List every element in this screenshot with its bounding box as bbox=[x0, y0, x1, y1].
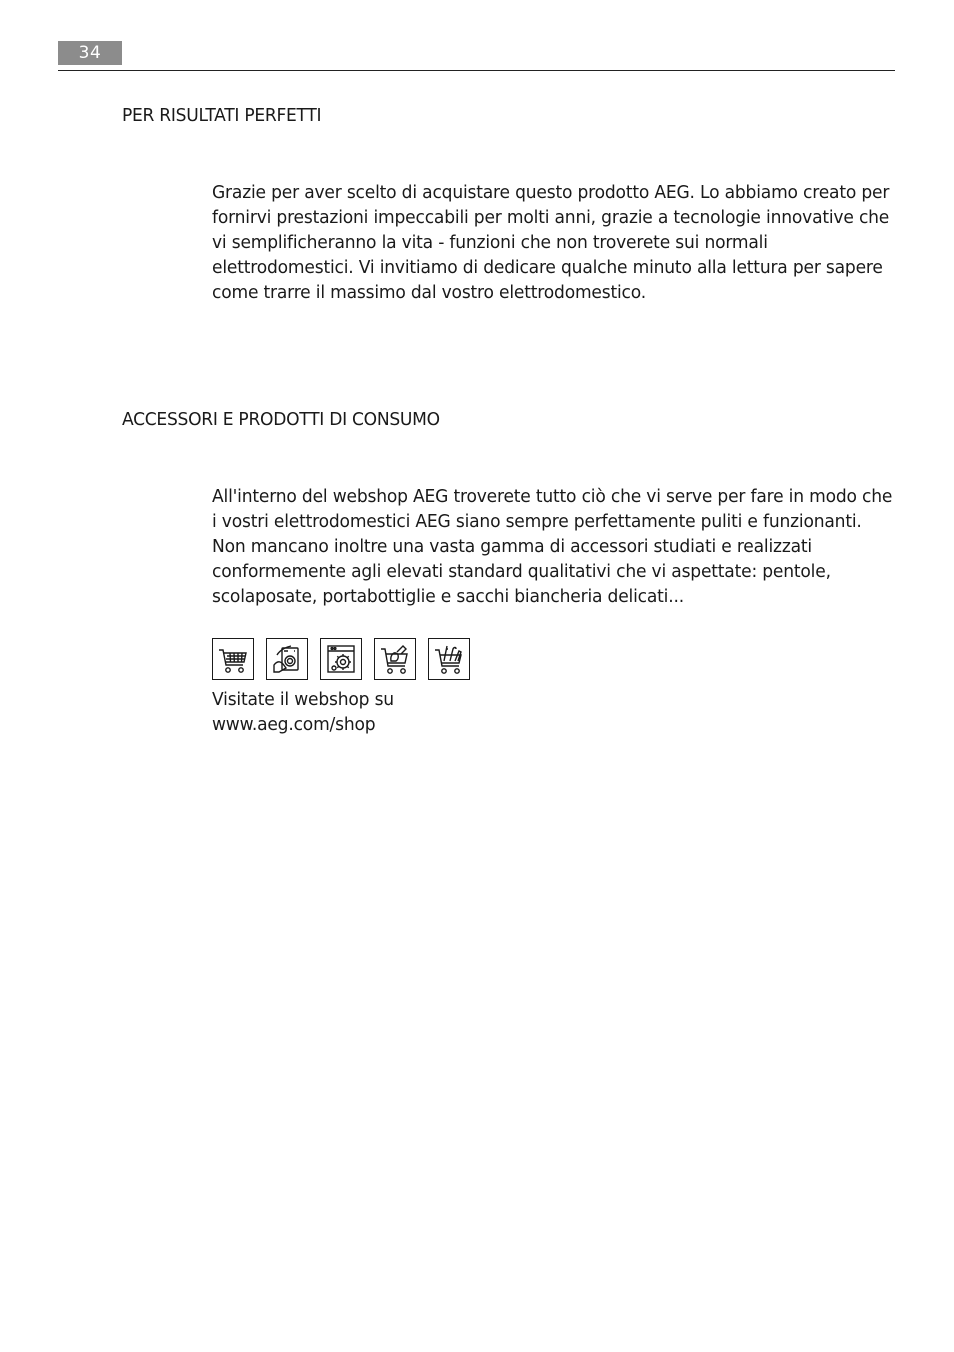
page-number: 34 bbox=[58, 41, 122, 65]
webshop-visit-text bbox=[212, 687, 394, 737]
paragraph-line: Non mancano inoltre una vasta gamma di accessori studiati e realizzati bbox=[212, 536, 812, 557]
paragraph-line: Grazie per aver scelto di acquistare questo prodotto AEG. Lo abbiamo creato per bbox=[212, 182, 890, 203]
paragraph-line: elettrodomestici. Vi invitiamo di dedicare qualche minuto alla lettura per sapere bbox=[212, 257, 883, 278]
appliance-gear-icon bbox=[320, 638, 362, 680]
webshop-visit-line: Visitate il webshop su bbox=[212, 689, 394, 710]
shopping-cart-icon bbox=[212, 638, 254, 680]
cart-detergent-icon bbox=[374, 638, 416, 680]
cart-tools-icon bbox=[428, 638, 470, 680]
paragraph-line: come trarre il massimo dal vostro elettrodomestico. bbox=[212, 282, 646, 303]
paragraph-line: vi semplificheranno la vita - funzioni che non troverete sui normali bbox=[212, 232, 768, 253]
paragraph-line: conformemente agli elevati standard qualitativi che vi aspettate: pentole, bbox=[212, 561, 831, 582]
header-rule bbox=[58, 70, 895, 71]
paragraph-line: All'interno del webshop AEG troverete tutto ciò che vi serve per fare in modo che bbox=[212, 486, 893, 507]
paragraph-line: i vostri elettrodomestici AEG siano sempre perfettamente puliti e funzionanti. bbox=[212, 511, 862, 532]
intro-paragraph bbox=[212, 180, 896, 305]
hand-appliance-icon bbox=[266, 638, 308, 680]
webshop-url: www.aeg.com/shop bbox=[212, 714, 376, 735]
section-title-accessories: ACCESSORI E PRODOTTI DI CONSUMO bbox=[122, 409, 440, 430]
accessories-paragraph bbox=[212, 484, 896, 609]
paragraph-line: fornirvi prestazioni impeccabili per molti anni, grazie a tecnologie innovative che bbox=[212, 207, 890, 228]
section-title-perfect-results: PER RISULTATI PERFETTI bbox=[122, 105, 322, 126]
paragraph-line: scolaposate, portabottiglie e sacchi biancheria delicati... bbox=[212, 586, 684, 607]
webshop-icons bbox=[212, 638, 470, 680]
